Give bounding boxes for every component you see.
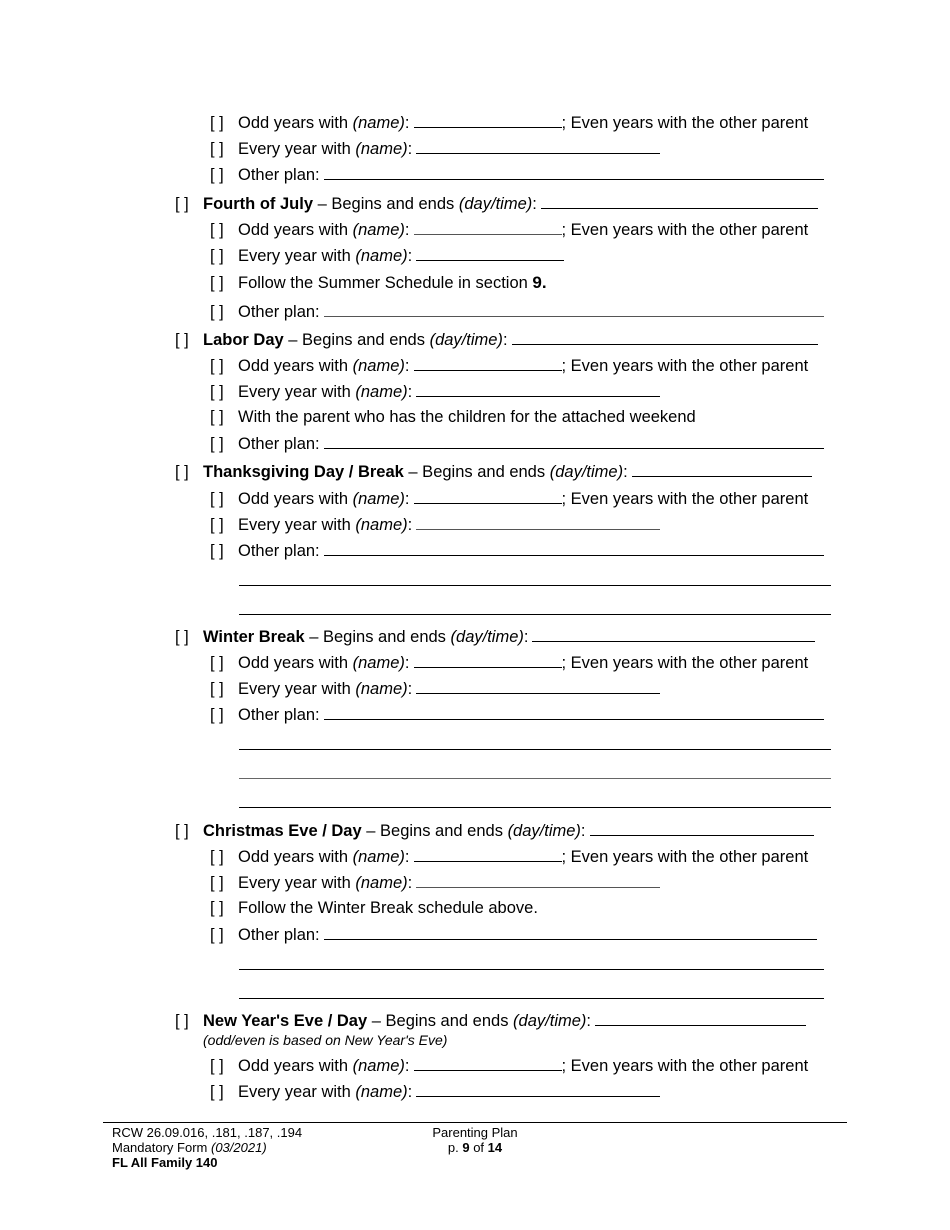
even-years-label: ; Even years with the other parent <box>561 114 809 132</box>
footer-left <box>112 1125 302 1170</box>
checkbox[interactable]: [ ] <box>210 899 224 917</box>
name-input-line[interactable] <box>414 112 562 128</box>
name-input-line[interactable] <box>414 355 562 371</box>
day-time-input-line[interactable] <box>512 329 818 345</box>
footer-center <box>429 1125 521 1155</box>
name-input-line[interactable] <box>416 245 564 261</box>
name-hint: (name) <box>352 114 405 132</box>
mandatory-form-line: Mandatory Form (03/2021) <box>112 1140 267 1155</box>
checkbox[interactable]: [ ] <box>210 706 224 724</box>
other-plan-extra-line[interactable] <box>239 614 831 615</box>
checkbox[interactable]: [ ] <box>210 383 224 401</box>
checkbox[interactable]: [ ] <box>175 195 189 213</box>
name-input-line[interactable] <box>416 381 660 397</box>
form-id: FL All Family 140 <box>112 1155 218 1170</box>
name-input-line[interactable] <box>416 678 660 694</box>
option-label: Other plan: <box>238 166 320 184</box>
footer-divider <box>103 1122 847 1123</box>
other-plan-input-line[interactable] <box>324 433 824 449</box>
other-plan-extra-line[interactable] <box>239 998 824 999</box>
option-label: Follow the Winter Break schedule above. <box>238 899 538 917</box>
other-plan-extra-line[interactable] <box>239 807 831 808</box>
checkbox[interactable]: [ ] <box>210 303 224 321</box>
holiday-title: Winter Break <box>203 628 305 646</box>
name-input-line[interactable] <box>416 514 660 530</box>
other-plan-extra-line[interactable] <box>239 749 831 750</box>
checkbox[interactable]: [ ] <box>175 822 189 840</box>
other-plan-input-line[interactable] <box>324 924 817 940</box>
odd-years-option: [ ] Odd years with (name): ; Even years with the other parent <box>210 848 809 866</box>
other-plan-option: [ ] Other plan: <box>210 924 817 945</box>
every-year-option: [ ] Every year with (name): <box>210 872 660 893</box>
day-time-input-line[interactable] <box>590 820 814 836</box>
holiday-title: Labor Day <box>203 331 284 349</box>
day-time-input-line[interactable] <box>632 461 812 477</box>
follow-winter-option <box>210 898 538 918</box>
checkbox[interactable]: [ ] <box>210 166 224 184</box>
labor-day-heading: [ ] Labor Day – Begins and ends (day/time): <box>175 329 818 350</box>
document-title: Parenting Plan <box>432 1125 518 1140</box>
other-plan-input-line[interactable] <box>324 301 824 317</box>
name-input-line[interactable] <box>416 1081 660 1097</box>
name-input-line[interactable] <box>414 846 562 862</box>
other-plan-option: [ ] Other plan: <box>210 540 824 561</box>
every-year-option: [ ] Every year with (name): <box>210 381 660 402</box>
name-input-line[interactable] <box>414 219 562 235</box>
every-year-option: [ ] Every year with (name): <box>210 245 564 266</box>
checkbox[interactable]: [ ] <box>210 874 224 892</box>
other-plan-input-line[interactable] <box>324 704 824 720</box>
fourth-of-july-heading: [ ] Fourth of July – Begins and ends (day/time): <box>175 193 818 214</box>
odd-years-option: [ ] Odd years with (name): ; Even years with the other parent <box>210 654 809 672</box>
day-time-input-line[interactable] <box>595 1010 806 1026</box>
name-input-line[interactable] <box>414 488 562 504</box>
checkbox[interactable]: [ ] <box>210 848 224 866</box>
checkbox[interactable]: [ ] <box>210 654 224 672</box>
name-input-line[interactable] <box>414 652 562 668</box>
every-year-option: [ ] Every year with (name): <box>210 1081 660 1102</box>
checkbox[interactable]: [ ] <box>175 463 189 481</box>
option-label: Odd years with <box>238 114 349 132</box>
other-plan-option <box>210 164 824 185</box>
name-input-line[interactable] <box>414 1055 562 1071</box>
other-plan-extra-line[interactable] <box>239 585 831 586</box>
checkbox[interactable]: [ ] <box>210 140 224 158</box>
every-year-option: [ ] Every year with (name): <box>210 514 660 535</box>
holiday-title: Fourth of July <box>203 195 313 213</box>
other-plan-option: [ ] Other plan: <box>210 433 824 454</box>
option-label: With the parent who has the children for the attached weekend <box>238 408 696 426</box>
checkbox[interactable]: [ ] <box>210 408 224 426</box>
attached-weekend-option <box>210 407 696 427</box>
other-plan-option: [ ] Other plan: <box>210 704 824 725</box>
option-label: Every year with <box>238 140 351 158</box>
holiday-title: Thanksgiving Day / Break <box>203 463 404 481</box>
checkbox[interactable]: [ ] <box>210 516 224 534</box>
every-year-option: [ ] Every year with (name): <box>210 678 660 699</box>
checkbox[interactable]: [ ] <box>210 357 224 375</box>
checkbox[interactable]: [ ] <box>210 114 224 132</box>
new-years-note: (odd/even is based on New Year's Eve) <box>203 1032 448 1048</box>
odd-years-option: [ ] Odd years with (name): ; Even years with the other parent <box>210 1057 809 1075</box>
checkbox[interactable]: [ ] <box>210 435 224 453</box>
odd-years-option: [ ] Odd years with (name): ; Even years with the other parent <box>210 114 809 132</box>
section-number: 9. <box>532 273 547 292</box>
odd-years-option: [ ] Odd years with (name): ; Even years with the other parent <box>210 490 809 508</box>
page-indicator: p. 9 of 14 <box>447 1140 503 1155</box>
new-years-heading: [ ] New Year's Eve / Day – Begins and ends (day/time): <box>175 1010 806 1031</box>
other-plan-extra-line[interactable] <box>239 778 831 779</box>
checkbox[interactable]: [ ] <box>175 628 189 646</box>
name-hint: (name) <box>355 140 408 158</box>
checkbox[interactable]: [ ] <box>175 331 189 349</box>
name-input-line[interactable] <box>416 138 660 154</box>
odd-years-option: [ ] Odd years with (name): ; Even years with the other parent <box>210 357 809 375</box>
follow-summer-option <box>210 273 547 293</box>
checkbox[interactable]: [ ] <box>210 542 224 560</box>
rcw-citation: RCW 26.09.016, .181, .187, .194 <box>112 1125 303 1140</box>
checkbox[interactable]: [ ] <box>210 247 224 265</box>
odd-years-option: [ ] Odd years with (name): ; Even years with the other parent <box>210 221 809 239</box>
name-input-line[interactable] <box>416 872 660 888</box>
other-plan-extra-line[interactable] <box>239 969 824 970</box>
other-plan-input-line[interactable] <box>324 164 824 180</box>
day-time-input-line[interactable] <box>532 626 815 642</box>
checkbox[interactable]: [ ] <box>210 274 224 292</box>
checkbox[interactable]: [ ] <box>210 1083 224 1101</box>
winter-break-heading: [ ] Winter Break – Begins and ends (day/time): <box>175 626 815 647</box>
every-year-option: [ ] Every year with (name): <box>210 138 660 159</box>
checkbox[interactable]: [ ] <box>210 221 224 239</box>
checkbox[interactable]: [ ] <box>210 680 224 698</box>
holiday-title: Christmas Eve / Day <box>203 822 362 840</box>
checkbox[interactable]: [ ] <box>210 1057 224 1075</box>
option-label: Follow the Summer Schedule in section <box>238 274 528 292</box>
thanksgiving-heading: [ ] Thanksgiving Day / Break – Begins and ends (day/time): <box>175 461 812 482</box>
other-plan-option: [ ] Other plan: <box>210 301 824 322</box>
checkbox[interactable]: [ ] <box>210 490 224 508</box>
checkbox[interactable]: [ ] <box>210 926 224 944</box>
holiday-title: New Year's Eve / Day <box>203 1012 368 1030</box>
other-plan-input-line[interactable] <box>324 540 824 556</box>
christmas-heading: [ ] Christmas Eve / Day – Begins and ends (day/time): <box>175 820 814 841</box>
checkbox[interactable]: [ ] <box>175 1012 189 1030</box>
day-time-input-line[interactable] <box>541 193 818 209</box>
